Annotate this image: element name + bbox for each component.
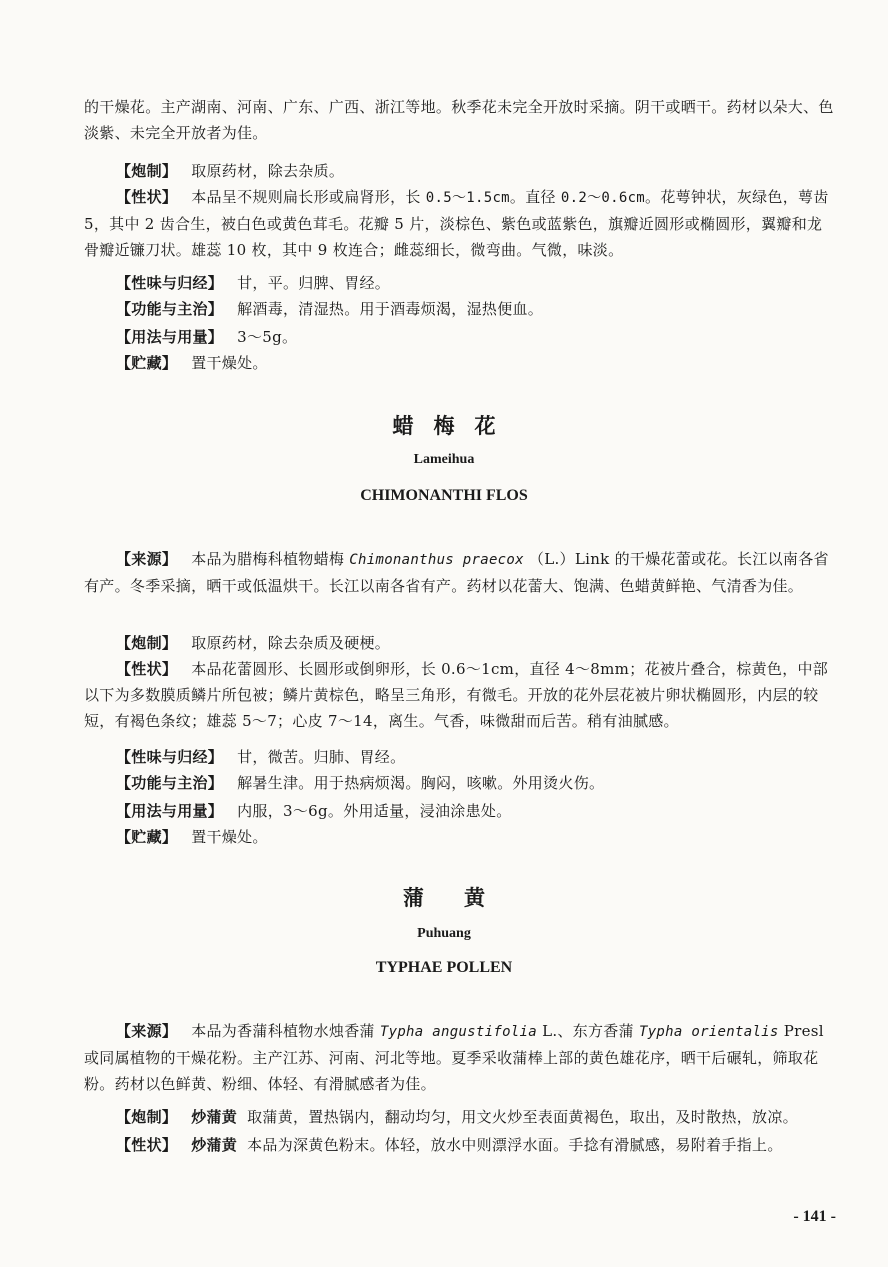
puhuang-laiyuan: 【来源】 本品为香蒲科植物水烛香蒲 Typha angustifolia L.、东方香蒲 Typha orientalis Presl 或同属植物的干燥花粉。主产江苏、河南、河北等地。夏季采收蒲棒上部的黄色雄花序，晒干后碾轧，筛取花粉。药材以色鲜黄、粉细、体轻、有滑腻感者为佳。: [84, 1022, 824, 1093]
section-label: 【来源】: [116, 1022, 178, 1040]
section-label: 【炮制】: [116, 634, 178, 652]
entry-title-latin: TYPHAE POLLEN: [375, 959, 513, 976]
continuation-xingzhuang: 【性状】 本品呈不规则扁长形或扁肾形，长 0.5～1.5cm。直径 0.2～0.6cm。花萼钟状，灰绿色，萼齿 5，其中 2 齿合生，被白色或黄色茸毛。花瓣 5 片，淡棕色、紫色或蓝紫色，旗瓣近圆形或椭圆形，翼瓣和龙骨瓣近镰刀状。雄蕊 10 枚，其中 9 枚连合；雌蕊细长，微弯曲。气微，味淡。: [84, 188, 829, 259]
latin-name: Chimonanthus praecox: [349, 552, 524, 568]
lameihua-zhucang: 【贮藏】 置干燥处。: [116, 828, 268, 846]
section-label: 【用法与用量】: [116, 802, 224, 820]
entry-title-chinese: 蜡梅花: [392, 414, 516, 438]
page-number: - 141 -: [793, 1208, 836, 1225]
entry-title-latin: CHIMONANTHI FLOS: [360, 487, 528, 504]
section-label: 【用法与用量】: [116, 328, 224, 346]
continuation-paozhi: 【炮制】 取原药材，除去杂质。: [116, 162, 345, 180]
section-label: 【性状】: [116, 1136, 178, 1154]
lameihua-xingzhuang: 【性状】 本品花蕾圆形、长圆形或倒卵形，长 0.6～1cm，直径 4～8mm；花被片叠合，棕黄色，中部以下为多数膜质鳞片所包被；鳞片黄棕色，略呈三角形，有微毛。开放的花外层花被片卵状椭圆形，内层的较短，有褐色条纹；雄蕊 5～7；心皮 7～14，离生。气香，味微甜而后苦。稍有油腻感。: [84, 660, 829, 730]
section-label: 【功能与主治】: [116, 300, 224, 318]
method-label: 炒蒲黄: [191, 1108, 238, 1126]
puhuang-paozhi: 【炮制】 炒蒲黄 取蒲黄，置热锅内，翻动均匀，用文火炒至表面黄褐色，取出，及时散热，放凉。: [116, 1108, 798, 1126]
section-label: 【贮藏】: [116, 828, 178, 846]
lameihua-paozhi: 【炮制】 取原药材，除去杂质及硬梗。: [116, 634, 391, 652]
continuation-yongfa: 【用法与用量】 3～5g。: [116, 328, 298, 346]
continuation-xingwei: 【性味与归经】 甘，平。归脾、胃经。: [116, 274, 391, 292]
lameihua-laiyuan: 【来源】 本品为腊梅科植物蜡梅 Chimonanthus praecox （L.）Link 的干燥花蕾或花。长江以南各省有产。冬季采摘，晒干或低温烘干。长江以南各省有产。药材以花蕾大、饱满、色蜡黄鲜艳、气清香为佳。: [84, 550, 829, 595]
section-label: 【贮藏】: [116, 354, 178, 372]
lameihua-yongfa: 【用法与用量】 内服，3～6g。外用适量，浸油涂患处。: [116, 802, 512, 820]
section-label: 【性味与归经】: [116, 274, 224, 292]
latin-name: Typha orientalis: [638, 1024, 779, 1040]
section-label: 【性状】: [116, 660, 178, 678]
lameihua-xingwei: 【性味与归经】 甘，微苦。归肺、胃经。: [116, 748, 406, 766]
entry-title-pinyin: Puhuang: [417, 926, 471, 941]
continuation-paragraph: 的干燥花。主产湖南、河南、广东、广西、浙江等地。秋季花未完全开放时采摘。阴干或晒干。药材以朵大、色淡紫、未完全开放者为佳。: [84, 98, 834, 142]
section-label: 【炮制】: [116, 1108, 178, 1126]
section-label: 【性状】: [116, 188, 178, 206]
lameihua-gongneng: 【功能与主治】 解暑生津。用于热病烦渴。胸闷，咳嗽。外用烫火伤。: [116, 774, 605, 792]
continuation-gongneng: 【功能与主治】 解酒毒，清湿热。用于酒毒烦渴，湿热便血。: [116, 300, 544, 318]
section-label: 【来源】: [116, 550, 178, 568]
latin-name: Typha angustifolia: [379, 1024, 537, 1040]
entry-title-pinyin: Lameihua: [413, 452, 475, 467]
section-label: 【性味与归经】: [116, 748, 224, 766]
section-label: 【炮制】: [116, 162, 178, 180]
method-label: 炒蒲黄: [191, 1136, 238, 1154]
section-label: 【功能与主治】: [116, 774, 224, 792]
puhuang-xingzhuang: 【性状】 炒蒲黄 本品为深黄色粉末。体轻，放水中则漂浮水面。手捻有滑腻感，易附着手指上。: [116, 1136, 783, 1154]
continuation-zhucang: 【贮藏】 置干燥处。: [116, 354, 268, 372]
entry-title-chinese: 蒲黄: [403, 886, 525, 910]
